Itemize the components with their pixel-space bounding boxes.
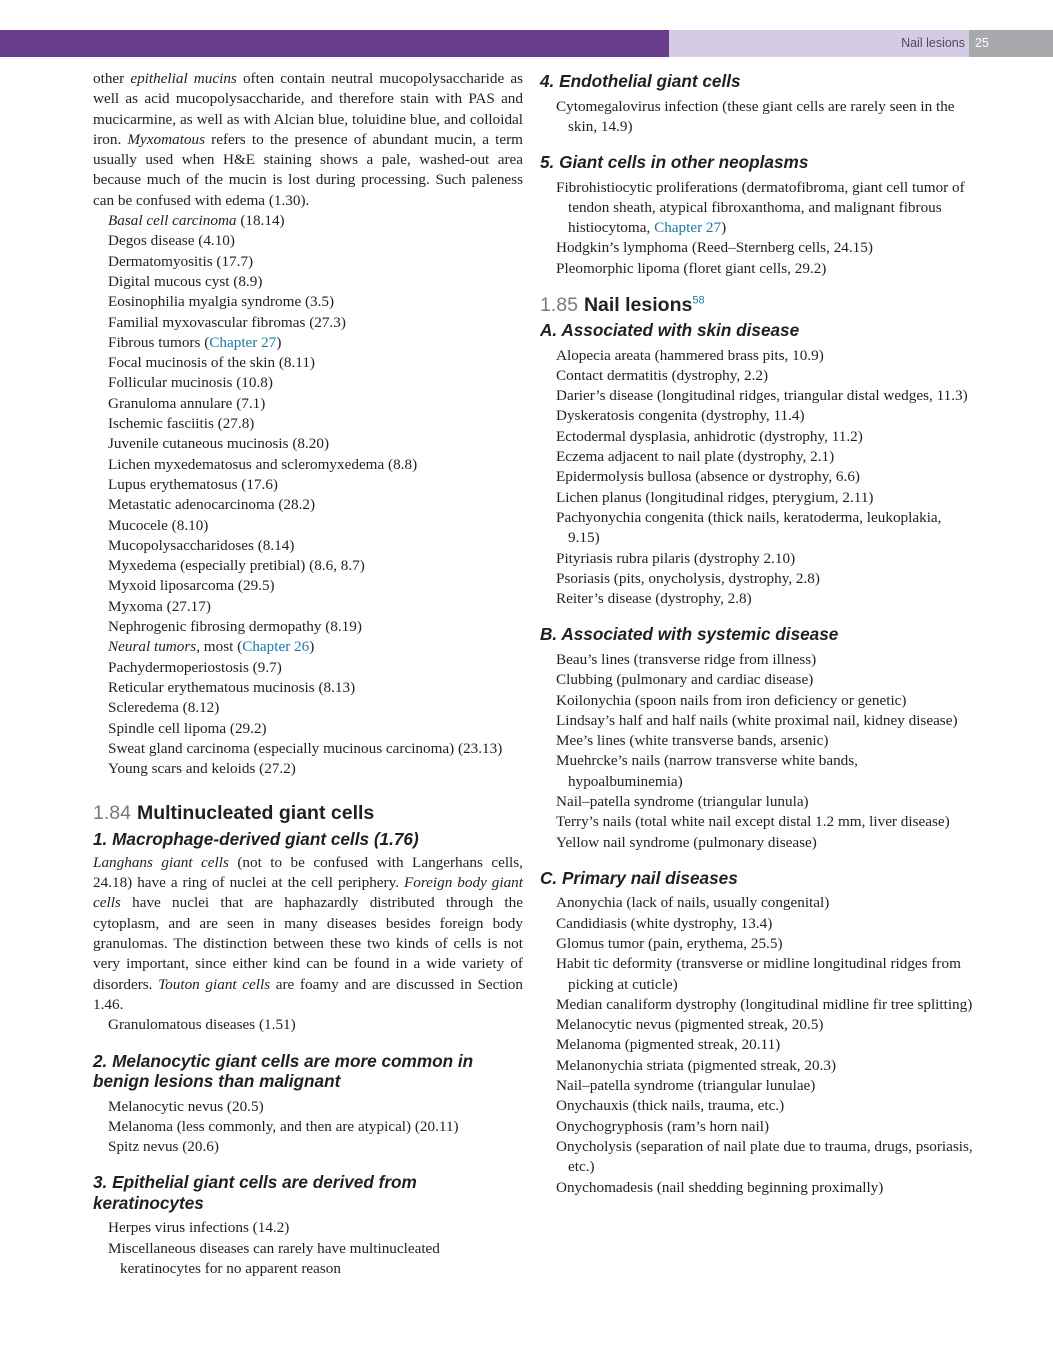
text-run: Fibrohistiocytic proliferations (dermatofibroma, giant cell tumor of tendon sheath, atypical fibroxanthoma, and malignant fibrous histiocytoma,	[556, 178, 965, 237]
list-item: Onychomadesis (nail shedding beginning proximally)	[556, 1178, 884, 1196]
list-item: Median canaliform dystrophy (longitudinal midline fir tree splitting)	[556, 995, 973, 1013]
text-run: (not to be confused with Langerhans cells, 24.18) have a ring of nuclei at the cell periphery.	[93, 853, 523, 892]
text-run: Ischemic fasciitis (27.8)	[108, 415, 255, 433]
list-item	[93, 434, 523, 454]
text-run: Spindle cell lipoma (29.2)	[108, 719, 267, 737]
text-run: Myxoid liposarcoma (29.5)	[108, 577, 275, 595]
italic-term: Myxomatous	[127, 130, 206, 148]
text-run: Metastatic adenocarcinoma (28.2)	[108, 496, 316, 514]
text-run: Juvenile cutaneous mucinosis (8.20)	[108, 435, 330, 453]
list-item: Candidiasis (white dystrophy, 13.4)	[556, 914, 773, 932]
list-item: Contact dermatitis (dystrophy, 2.2)	[556, 366, 769, 384]
list-item: Onycholysis (separation of nail plate due to trauma, drugs, psoriasis, etc.)	[556, 1137, 973, 1176]
list-item	[93, 637, 523, 657]
list-item	[93, 475, 523, 495]
list-item: Pityriasis rubra pilaris (dystrophy 2.10)	[556, 549, 796, 567]
text-run: Eosinophilia myalgia syndrome (3.5)	[108, 293, 335, 311]
list-item	[93, 719, 523, 739]
list-item: Koilonychia (spoon nails from iron deficiency or genetic)	[556, 691, 907, 709]
text-run: )	[276, 333, 282, 351]
neoplasm-list	[540, 178, 973, 279]
text-run: Fibrous tumors (	[108, 333, 210, 351]
text-run: Mucocele (8.10)	[108, 516, 209, 534]
chapter-link[interactable]: Chapter 27	[209, 333, 277, 351]
text-run: Scleredema (8.12)	[108, 699, 220, 717]
italic-term: Basal cell carcinoma	[108, 212, 237, 230]
text-run: Lupus erythematosus (17.6)	[108, 475, 278, 493]
list-item	[93, 597, 523, 617]
text-run: Digital mucous cyst (8.9)	[108, 272, 263, 290]
text-run: Myxoma (27.17)	[108, 597, 211, 615]
list-item: Herpes virus infections (14.2)	[108, 1219, 290, 1237]
section-title: Nail lesions	[583, 294, 693, 317]
list-item: Muehrcke’s nails (narrow transverse white bands, hypoalbuminemia)	[556, 752, 858, 790]
header-bar	[0, 30, 669, 57]
list-item: Epidermolysis bullosa (absence or dystrophy, 6.6)	[556, 468, 860, 486]
list-item: Ectodermal dysplasia, anhidrotic (dystrophy, 11.2)	[556, 427, 863, 445]
italic-term: epithelial mucins	[130, 70, 237, 87]
text-run: (18.14)	[236, 212, 285, 230]
list-item: Melanocytic nevus (20.5)	[108, 1097, 264, 1115]
melanocytic-list	[93, 1097, 523, 1158]
list-item: Granulomatous diseases (1.51)	[108, 1016, 296, 1034]
subheading-skin-disease: A. Associated with skin disease	[540, 320, 800, 341]
list-item	[93, 373, 523, 393]
text-run: Myxedema (especially pretibial) (8.6, 8.7)	[108, 557, 365, 575]
list-item: Alopecia areata (hammered brass pits, 10.9)	[556, 346, 824, 364]
text-run: Lichen myxedematosus and scleromyxedema (8.8)	[108, 455, 418, 473]
list-item	[540, 178, 973, 239]
list-item: Psoriasis (pits, onycholysis, dystrophy, 2.8)	[556, 569, 820, 587]
subheading-melanocytic: 2. Melanocytic giant cells are more common in benign lesions than malignant	[93, 1050, 474, 1092]
text-run: refers to the presence of abundant mucin, a term usually used when H&E staining shows a pale, washed-out area because much of the mucin is lost during processing. Such paleness can be confused with edema (1.30).	[93, 130, 523, 209]
page-number: 25	[975, 36, 989, 50]
mucin-list	[93, 211, 523, 779]
list-item: Darier’s disease (longitudinal ridges, triangular distal wedges, 11.3)	[556, 387, 968, 405]
text-run: )	[309, 638, 315, 656]
list-item: Eczema adjacent to nail plate (dystrophy, 2.1)	[556, 448, 835, 466]
list-item	[93, 211, 523, 231]
subheading-systemic-disease: B. Associated with systemic disease	[540, 624, 839, 645]
italic-term: Foreign body giant cells	[93, 874, 523, 912]
list-item: Clubbing (pulmonary and cardiac disease)	[556, 671, 814, 689]
list-item: Beau’s lines (transverse ridge from illness)	[556, 650, 817, 668]
list-item	[93, 658, 523, 678]
mucin-intro	[93, 69, 523, 211]
list-item: Yellow nail syndrome (pulmonary disease)	[556, 833, 817, 851]
text-run: Degos disease (4.10)	[108, 232, 235, 250]
list-item: Pachyonychia congenita (thick nails, keratoderma, leukoplakia, 9.15)	[556, 508, 942, 547]
right-column	[540, 66, 973, 1198]
italic-term: Touton giant cells	[158, 975, 271, 993]
giant-cells-paragraph	[93, 853, 523, 1015]
list-item	[93, 414, 523, 434]
list-item	[93, 576, 523, 596]
footnote-ref: 58	[692, 294, 705, 307]
list-item	[93, 698, 523, 718]
list-item: Lindsay’s half and half nails (white proximal nail, kidney disease)	[556, 711, 958, 729]
list-item: Melanocytic nevus (pigmented streak, 20.5)	[556, 1016, 824, 1034]
subheading-endothelial: 4. Endothelial giant cells	[540, 71, 741, 91]
text-run: Pachydermoperiostosis (9.7)	[108, 658, 282, 676]
list-item: Terry’s nails (total white nail except distal 1.2 mm, liver disease)	[556, 813, 950, 831]
list-item	[93, 292, 523, 312]
list-item: Melanonychia striata (pigmented streak, 20.3)	[556, 1056, 837, 1074]
list-item	[93, 313, 523, 333]
list-item: Melanoma (pigmented streak, 20.11)	[556, 1036, 781, 1054]
list-item	[93, 333, 523, 353]
section-1-85-heading	[540, 293, 973, 317]
running-head: Nail lesions	[901, 36, 965, 50]
italic-term: Langhans giant cells	[93, 853, 229, 871]
list-item: Reiter’s disease (dystrophy, 2.8)	[556, 590, 752, 608]
list-item: Anonychia (lack of nails, usually congenital)	[556, 894, 830, 912]
text-run: Familial myxovascular fibromas (27.3)	[108, 313, 346, 331]
systemic-disease-list	[540, 650, 973, 853]
list-item	[93, 455, 523, 475]
text-run: Reticular erythematous mucinosis (8.13)	[108, 678, 356, 696]
text-run: Pleomorphic lipoma (floret giant cells, 29.2)	[556, 259, 827, 277]
skin-disease-list	[540, 346, 973, 610]
list-item	[93, 556, 523, 576]
subheading-other-neoplasms: 5. Giant cells in other neoplasms	[540, 152, 809, 173]
list-item: Miscellaneous diseases can rarely have multinucleated keratinocytes for no apparent reason	[108, 1239, 440, 1278]
section-title: Multinucleated giant cells	[136, 802, 375, 825]
text-run: , most (	[196, 638, 243, 656]
section-number: 1.85	[540, 294, 578, 317]
chapter-link[interactable]: Chapter 27	[654, 219, 722, 237]
primary-nail-list	[540, 893, 973, 1197]
text-run: Dermatomyositis (17.7)	[108, 252, 254, 270]
list-item: Mee’s lines (white transverse bands, arsenic)	[556, 732, 829, 750]
text-run: Follicular mucinosis (10.8)	[108, 374, 273, 392]
text-run: Nephrogenic fibrosing dermopathy (8.19)	[108, 618, 362, 636]
list-item: Spitz nevus (20.6)	[108, 1138, 219, 1156]
list-item: Glomus tumor (pain, erythema, 25.5)	[556, 935, 783, 952]
text-run: Young scars and keloids (27.2)	[108, 760, 296, 778]
list-item	[93, 272, 523, 292]
list-item: Habit tic deformity (transverse or midline longitudinal ridges from picking at cuticle)	[556, 955, 961, 993]
list-item	[93, 495, 523, 515]
list-item: Nail–patella syndrome (triangular lunula)	[556, 793, 809, 811]
list-item	[93, 739, 523, 759]
list-item	[93, 353, 523, 373]
list-item	[540, 238, 973, 258]
list-item	[93, 252, 523, 272]
subheading-epithelial: 3. Epithelial giant cells are derived from keratinocytes	[93, 1172, 417, 1213]
left-column	[93, 66, 523, 1279]
list-item: Lichen planus (longitudinal ridges, pterygium, 2.11)	[556, 488, 874, 506]
chapter-link[interactable]: Chapter 26	[242, 638, 310, 656]
text-run: Hodgkin’s lymphoma (Reed–Sternberg cells, 24.15)	[556, 239, 873, 257]
list-item	[93, 394, 523, 414]
list-item	[93, 516, 523, 536]
list-item	[93, 231, 523, 251]
list-item: Dyskeratosis congenita (dystrophy, 11.4)	[556, 407, 805, 425]
list-item	[93, 617, 523, 637]
text-run: Focal mucinosis of the skin (8.11)	[108, 354, 315, 372]
subheading-primary-nail: C. Primary nail diseases	[540, 867, 738, 888]
list-item: Onychogryphosis (ram’s horn nail)	[556, 1117, 770, 1135]
text-run: have nuclei that are haphazardly distributed through the cytoplasm, and are seen in many diseases besides foreign body granulomas. The distinction between these two kinds of cells is not very important, since either kind can be found in a wide variety of disorders.	[93, 894, 523, 993]
italic-term: Neural tumors	[108, 638, 197, 656]
text-run: other	[93, 70, 131, 87]
text-run: Granuloma annulare (7.1)	[108, 394, 266, 412]
section-1-84-heading	[93, 801, 523, 825]
text-run: often contain neutral mucopolysaccharide as well as acid mucopolysaccharide, and therefore stain with PAS and mucicarmine, as well as with Alcian blue, toluidine blue, and colloidal iron.	[93, 70, 523, 148]
endothelial-list	[540, 97, 973, 138]
list-item: Nail–patella syndrome (triangular lunulae)	[556, 1077, 816, 1095]
text-run: Mucopolysaccharidoses (8.14)	[108, 536, 295, 554]
subheading-macrophage: 1. Macrophage-derived giant cells (1.76)	[93, 829, 419, 850]
list-item	[540, 259, 973, 279]
text-run: are foamy and are discussed in Section 1.46.	[93, 975, 523, 1013]
text-run: Sweat gland carcinoma (especially mucinous carcinoma) (23.13)	[108, 739, 503, 757]
list-item: Onychauxis (thick nails, trauma, etc.)	[556, 1097, 785, 1115]
epithelial-list	[93, 1218, 523, 1279]
list-item: Melanoma (less commonly, and then are atypical) (20.11)	[108, 1117, 459, 1135]
list-item	[93, 678, 523, 698]
list-item	[93, 759, 523, 779]
list-item	[93, 536, 523, 556]
text-run: )	[721, 219, 727, 237]
section-number: 1.84	[93, 802, 131, 825]
list-item: Cytomegalovirus infection (these giant cells are rarely seen in the skin, 14.9)	[556, 97, 955, 135]
